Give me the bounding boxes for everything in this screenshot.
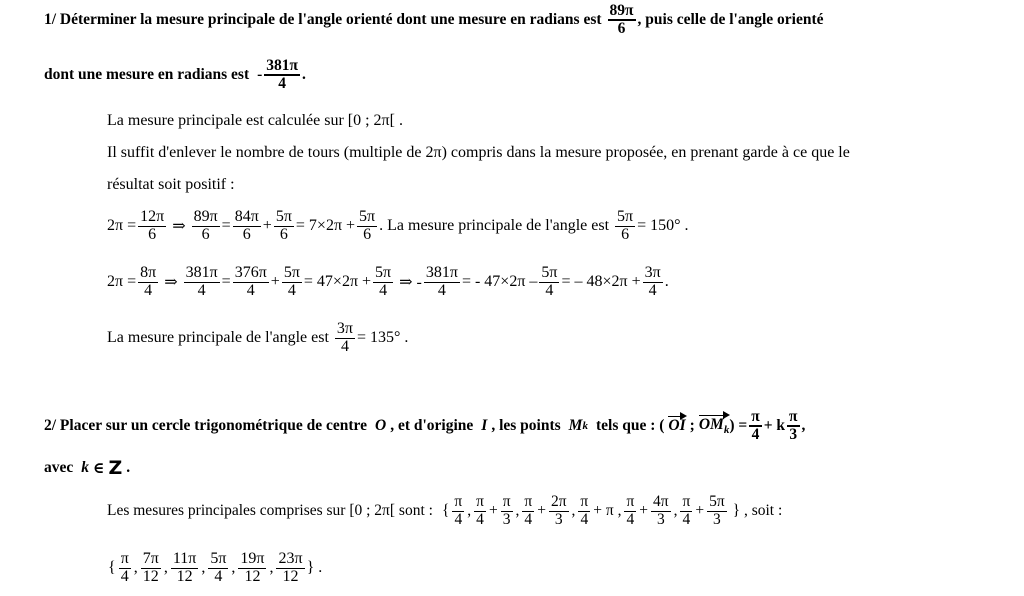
set1-sep: +	[695, 502, 705, 519]
set1-fraction: $\frac{5\pi}{3}$	[709, 493, 725, 528]
q1-title-line1	[44, 0, 824, 40]
set1-fraction: $\frac{\pi}{4}$	[580, 493, 589, 528]
set1-fraction: $\frac{\pi}{4}$	[626, 493, 635, 528]
q1-title-end: .	[302, 66, 306, 83]
eq1-frac5: $\frac{5\pi}{6}$	[359, 207, 376, 243]
set2-fraction: $\frac{23\pi}{12}$	[278, 549, 303, 585]
q1-frac-89pi6: $\frac{89\pi}{6}$	[609, 1, 634, 37]
eq1-frac3: $\frac{84\pi}{6}$	[234, 207, 259, 243]
q1-equation-2: 2π = $\frac{8\pi}{4}$ ⇒ $\frac{381\pi}{4}$ = $\frac{376\pi}{4}$ + $\frac{5\pi}{4}$ = 47×2π + $\frac{5\pi}{4}$ ⇒ - $\frac{381\pi}{4}$ = - 47×2π – $\frac{5\pi}{4}$ = – 48×2π + $\frac{3\pi}{4}$ .	[107, 263, 669, 299]
q2-set1-line	[107, 491, 782, 531]
q2-frac-pi3: $\frac{\pi}{3}$	[789, 407, 798, 443]
eq2-frac5: $\frac{5\pi}{4}$	[375, 263, 392, 299]
eq2-frac8: $\frac{3\pi}{4}$	[644, 263, 661, 299]
result-frac: $\frac{3\pi}{4}$	[336, 319, 353, 355]
q2-set2-line	[107, 548, 322, 588]
set1-fraction: $\frac{\pi}{3}$	[502, 493, 511, 528]
q2-set1	[441, 494, 729, 528]
set1-sep: + π ,	[593, 502, 622, 519]
q1-equation-1: 2π = $\frac{12\pi}{6}$ ⇒ $\frac{89\pi}{6}$ = $\frac{84\pi}{6}$ + $\frac{5\pi}{6}$ = 7×2π + $\frac{5\pi}{6}$ . La mesure principale de l'angle est $\frac{5\pi}{6}$ = 150° .	[107, 207, 689, 243]
set2-sep: ,	[269, 559, 274, 576]
set1-fraction: $\frac{2\pi}{3}$	[550, 493, 567, 528]
set2-fraction: $\frac{7\pi}{12}$	[142, 549, 159, 585]
q2-set2	[107, 551, 307, 586]
set1-sep: {	[441, 502, 450, 519]
set2-fraction: $\frac{19\pi}{12}$	[240, 549, 265, 585]
eq1-frac2: $\frac{89\pi}{6}$	[193, 207, 218, 243]
q1-text3: résultat soit positif :	[107, 176, 235, 193]
q2-title-line1: 2/ Placer sur un cercle trigonométrique de centre O , et d'origine I , les points M k tels que : ( OI ; $OM_k$ ) = $\frac{\pi}{4}$ + k $\frac{\pi}{3}$ ,	[44, 407, 806, 443]
set1-sep: ,	[515, 502, 520, 519]
q1-frac-381pi4: $\frac{381\pi}{4}$	[266, 56, 299, 92]
integers-symbol: Z	[108, 457, 123, 479]
vector-OMk: $OM_k$	[698, 415, 730, 437]
vector-OI: OI	[668, 417, 686, 434]
eq2-frac7: $\frac{5\pi}{4}$	[541, 263, 558, 299]
eq1-frac4: $\frac{5\pi}{6}$	[275, 207, 292, 243]
q1-title-line2	[44, 55, 306, 95]
set2-fraction: $\frac{11\pi}{12}$	[172, 549, 197, 585]
set2-fraction: $\frac{5\pi}{4}$	[210, 549, 227, 585]
set1-fraction: $\frac{\pi}{4}$	[476, 493, 484, 528]
q1-text1: La mesure principale est calculée sur [0 ; 2π[ .	[107, 112, 403, 129]
q1-title-b: , puis celle de l'angle orienté	[637, 11, 824, 28]
q1-title-a: 1/ Déterminer la mesure principale de l'angle orienté dont une mesure en radians est	[44, 11, 602, 28]
set1-fraction: $\frac{\pi}{4}$	[682, 493, 691, 528]
set2-sep: ,	[163, 559, 168, 576]
set2-fraction: $\frac{\pi}{4}$	[120, 549, 129, 585]
eq2-frac4: $\frac{5\pi}{4}$	[283, 263, 300, 299]
q1-sign: -	[257, 66, 263, 83]
set1-sep: +	[488, 502, 498, 519]
q2-frac-pi4: $\frac{\pi}{4}$	[751, 407, 760, 443]
q2-set2-end: } .	[306, 559, 323, 576]
eq2-frac2: $\frac{381\pi}{4}$	[185, 263, 218, 299]
set1-sep: +	[639, 502, 649, 519]
q2-text-a: Les mesures principales comprises sur [0 ; 2π[ sont :	[107, 502, 433, 519]
eq1-frac1: $\frac{12\pi}{6}$	[140, 207, 165, 243]
q1-text2: Il suffit d'enlever le nombre de tours (multiple de 2π) compris dans la mesure proposée, en prenant garde à ce que le	[107, 144, 850, 161]
q2-set1-end: } , soit :	[732, 502, 783, 519]
eq2-frac1: $\frac{8\pi}{4}$	[140, 263, 157, 299]
set1-fraction: $\frac{4\pi}{3}$	[653, 493, 669, 528]
set2-sep: ,	[201, 559, 206, 576]
set2-sep: {	[108, 559, 116, 576]
set1-sep: +	[537, 502, 546, 519]
set1-fraction: $\frac{\pi}{4}$	[454, 493, 463, 528]
set1-sep: ,	[673, 502, 678, 519]
set1-sep: ,	[467, 502, 472, 519]
q1-title-c: dont une mesure en radians est	[44, 66, 250, 83]
eq2-frac6: $\frac{381\pi}{4}$	[425, 263, 458, 299]
eq1-frac6: $\frac{5\pi}{6}$	[617, 207, 634, 243]
set1-sep: ,	[571, 502, 576, 519]
q1-result: La mesure principale de l'angle est $\frac{3\pi}{4}$ = 135° .	[107, 319, 409, 355]
set1-fraction: $\frac{\pi}{4}$	[524, 493, 533, 528]
set2-sep: ,	[133, 559, 138, 576]
q2-title-line2: avec k ∈ Z .	[44, 457, 131, 479]
eq2-frac3: $\frac{376\pi}{4}$	[234, 263, 267, 299]
set2-sep: ,	[231, 559, 236, 576]
